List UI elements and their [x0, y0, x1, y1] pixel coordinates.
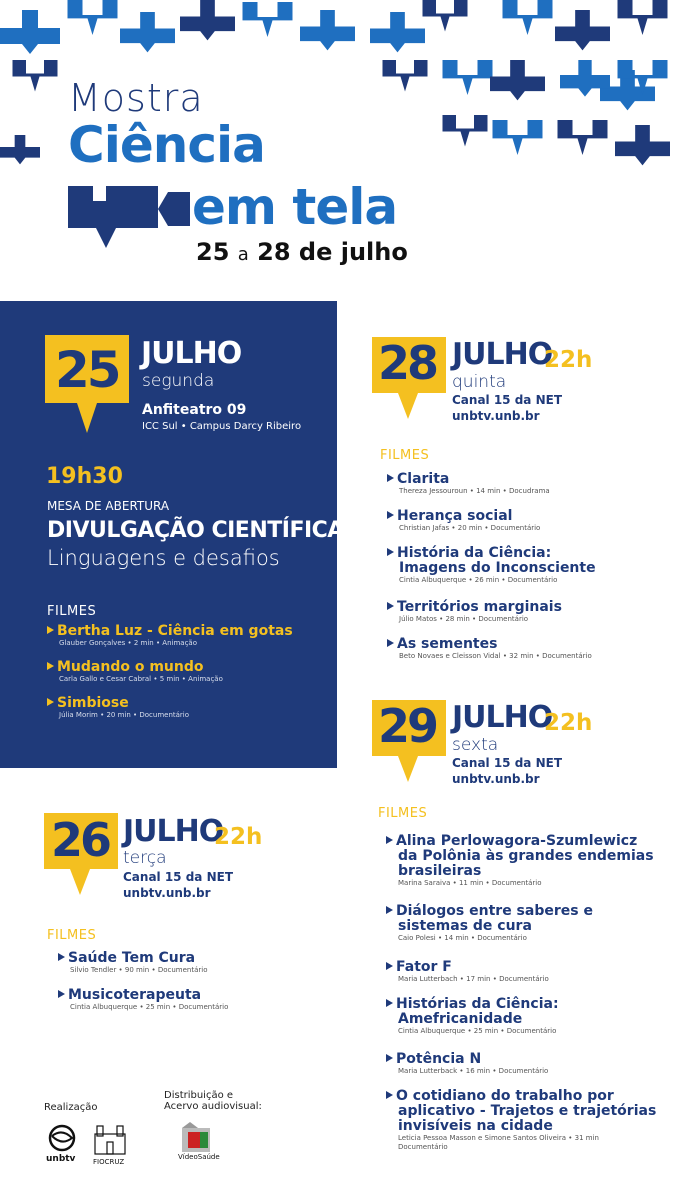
day28-number: 28	[378, 336, 437, 390]
day29-site: unbtv.unb.br	[452, 772, 540, 786]
day25-venue: Anfiteatro 09	[142, 402, 247, 418]
day29-weekday: sexta	[452, 735, 499, 755]
film-title-line2: da Polônia às grandes endemias	[398, 848, 654, 864]
list-item	[58, 988, 308, 1025]
day28-weekday: quinta	[452, 372, 507, 392]
film-title: Clarita	[387, 472, 667, 487]
film-meta: Carla Gallo e Cesar Cabral • 5 min • Animação	[59, 675, 223, 683]
list-item	[386, 834, 671, 904]
film-title: Saúde Tem Cura	[58, 951, 308, 966]
film-meta: Leticia Pessoa Masson e Simone Santos Oliveira • 31 min	[398, 1134, 599, 1142]
arrow-icon	[387, 639, 394, 647]
day29-month: JULHO	[452, 700, 553, 735]
arrow-icon	[58, 990, 65, 998]
list-item	[58, 951, 308, 988]
film-meta: Cintia Albuquerque • 25 min • Documentário	[398, 1027, 557, 1035]
list-item	[386, 1089, 671, 1161]
film-title: Histórias da Ciência:	[386, 997, 671, 1012]
film-title: Diálogos entre saberes e	[386, 904, 671, 919]
speech-bubble-icon	[68, 186, 193, 256]
film-meta: Thereza Jessouroun • 14 min • Docudrama	[399, 487, 550, 495]
film-meta: Silvio Tendler • 90 min • Documentário	[70, 966, 208, 974]
list-item	[386, 1052, 671, 1089]
film-meta: Caio Polesi • 14 min • Documentário	[398, 934, 527, 942]
film-title: Bertha Luz - Ciência em gotas	[47, 624, 332, 639]
event-dates: 25 a 28 de julho	[196, 238, 408, 266]
film-title: Herança social	[387, 509, 667, 524]
film-title-line2: aplicativo - Trajetos e trajetórias	[398, 1103, 657, 1119]
list-item	[386, 904, 671, 960]
arrow-icon	[47, 662, 54, 670]
arrow-icon	[386, 906, 393, 914]
day29-filmes-label: FILMES	[378, 806, 428, 821]
day26-filmes-label: FILMES	[47, 928, 97, 943]
arrow-icon	[386, 1054, 393, 1062]
film-title-line2: Amefricanidade	[398, 1011, 523, 1027]
arrow-icon	[387, 548, 394, 556]
film-title-line2: sistemas de cura	[398, 918, 532, 934]
list-item	[387, 509, 667, 546]
film-title: Potência N	[386, 1052, 671, 1067]
film-meta: Marina Saraiva • 11 min • Documentário	[398, 879, 542, 887]
film-meta: Júlia Morim • 20 min • Documentário	[59, 711, 190, 719]
day25-weekday: segunda	[142, 371, 215, 391]
day25-month: JULHO	[141, 336, 242, 371]
list-item	[47, 696, 332, 732]
film-title: Fator F	[386, 960, 671, 975]
list-item	[387, 472, 667, 509]
film-title: O cotidiano do trabalho por	[386, 1089, 671, 1104]
day26-hour: 22h	[214, 824, 263, 850]
session-label: MESA DE ABERTURA	[47, 499, 170, 513]
film-meta: Glauber Gonçalves • 2 min • Animação	[59, 639, 198, 647]
day29-channel: Canal 15 da NET	[452, 756, 563, 770]
film-meta: Christian Jafas • 20 min • Documentário	[399, 524, 541, 532]
film-title: Alina Perlowagora-Szumlewicz	[386, 834, 671, 849]
arrow-icon	[387, 602, 394, 610]
day26-number: 26	[51, 813, 110, 867]
list-item	[386, 997, 671, 1052]
day29-film-list	[386, 834, 671, 1161]
fiocruz-logo	[93, 1124, 127, 1156]
title-ciencia: Ciência	[68, 116, 265, 174]
day26-channel: Canal 15 da NET	[123, 870, 234, 884]
day26-weekday: terça	[123, 848, 167, 868]
film-title: Simbiose	[47, 696, 332, 711]
film-title-line2: Imagens do Inconsciente	[399, 560, 596, 576]
day25-filmes-label: FILMES	[47, 604, 97, 619]
film-meta: Maria Lutterbach • 17 min • Documentário	[398, 975, 549, 983]
day28-month: JULHO	[452, 337, 553, 372]
day28-filmes-label: FILMES	[380, 448, 430, 463]
arrow-icon	[386, 1091, 393, 1099]
day28-hour: 22h	[544, 347, 593, 373]
list-item	[47, 660, 332, 696]
videosaude-logo-text: VídeoSaúde	[178, 1153, 220, 1161]
arrow-icon	[386, 836, 393, 844]
film-title: Territórios marginais	[387, 600, 667, 615]
film-meta: Cintia Albuquerque • 26 min • Documentário	[399, 576, 558, 584]
videosaude-logo	[178, 1120, 218, 1154]
list-item	[387, 546, 667, 600]
day28-film-list	[387, 472, 667, 674]
unbtv-logo-text: unbtv	[46, 1154, 76, 1164]
film-meta-line2: Documentário	[398, 1143, 448, 1151]
day25-time: 19h30	[46, 464, 123, 489]
film-title-line3: invisíveis na cidade	[398, 1118, 553, 1134]
day26-month: JULHO	[123, 814, 224, 849]
day26-film-list	[58, 951, 308, 1025]
session-subtitle: Linguagens e desafios	[47, 546, 280, 570]
film-meta: Maria Lutterback • 16 min • Documentário	[398, 1067, 549, 1075]
day28-site: unbtv.unb.br	[452, 409, 540, 423]
arrow-icon	[387, 474, 394, 482]
fiocruz-logo-text: FIOCRUZ	[93, 1158, 125, 1166]
film-title: Musicoterapeuta	[58, 988, 308, 1003]
day26-site: unbtv.unb.br	[123, 886, 211, 900]
film-title: As sementes	[387, 637, 667, 652]
day25-number: 25	[55, 341, 119, 399]
film-title: Mudando o mundo	[47, 660, 332, 675]
day29-number: 29	[378, 699, 437, 753]
title-mostra: Mostra	[68, 76, 204, 120]
day29-hour: 22h	[544, 710, 593, 736]
arrow-icon	[387, 511, 394, 519]
film-meta: Beto Novaes e Cleisson Vidal • 32 min • Documentário	[399, 652, 592, 660]
list-item	[387, 600, 667, 637]
list-item	[386, 960, 671, 997]
film-title: História da Ciência:	[387, 546, 667, 561]
arrow-icon	[58, 953, 65, 961]
arrow-icon	[386, 999, 393, 1007]
list-item	[387, 637, 667, 674]
distribuicao-label: Distribuição e Acervo audiovisual:	[164, 1090, 262, 1112]
list-item	[47, 624, 332, 660]
day28-channel: Canal 15 da NET	[452, 393, 563, 407]
film-meta: Cintia Albuquerque • 25 min • Documentário	[70, 1003, 229, 1011]
day25-place: ICC Sul • Campus Darcy Ribeiro	[142, 421, 302, 432]
film-meta: Júlio Matos • 28 min • Documentário	[399, 615, 529, 623]
realizacao-label: Realização	[44, 1102, 98, 1113]
session-title: DIVULGAÇÃO CIENTÍFICA:	[47, 518, 351, 543]
arrow-icon	[47, 698, 54, 706]
film-title-line3: brasileiras	[398, 863, 482, 879]
day25-film-list	[47, 624, 332, 732]
arrow-icon	[386, 962, 393, 970]
arrow-icon	[47, 626, 54, 634]
title-em-tela: em tela	[192, 178, 398, 236]
